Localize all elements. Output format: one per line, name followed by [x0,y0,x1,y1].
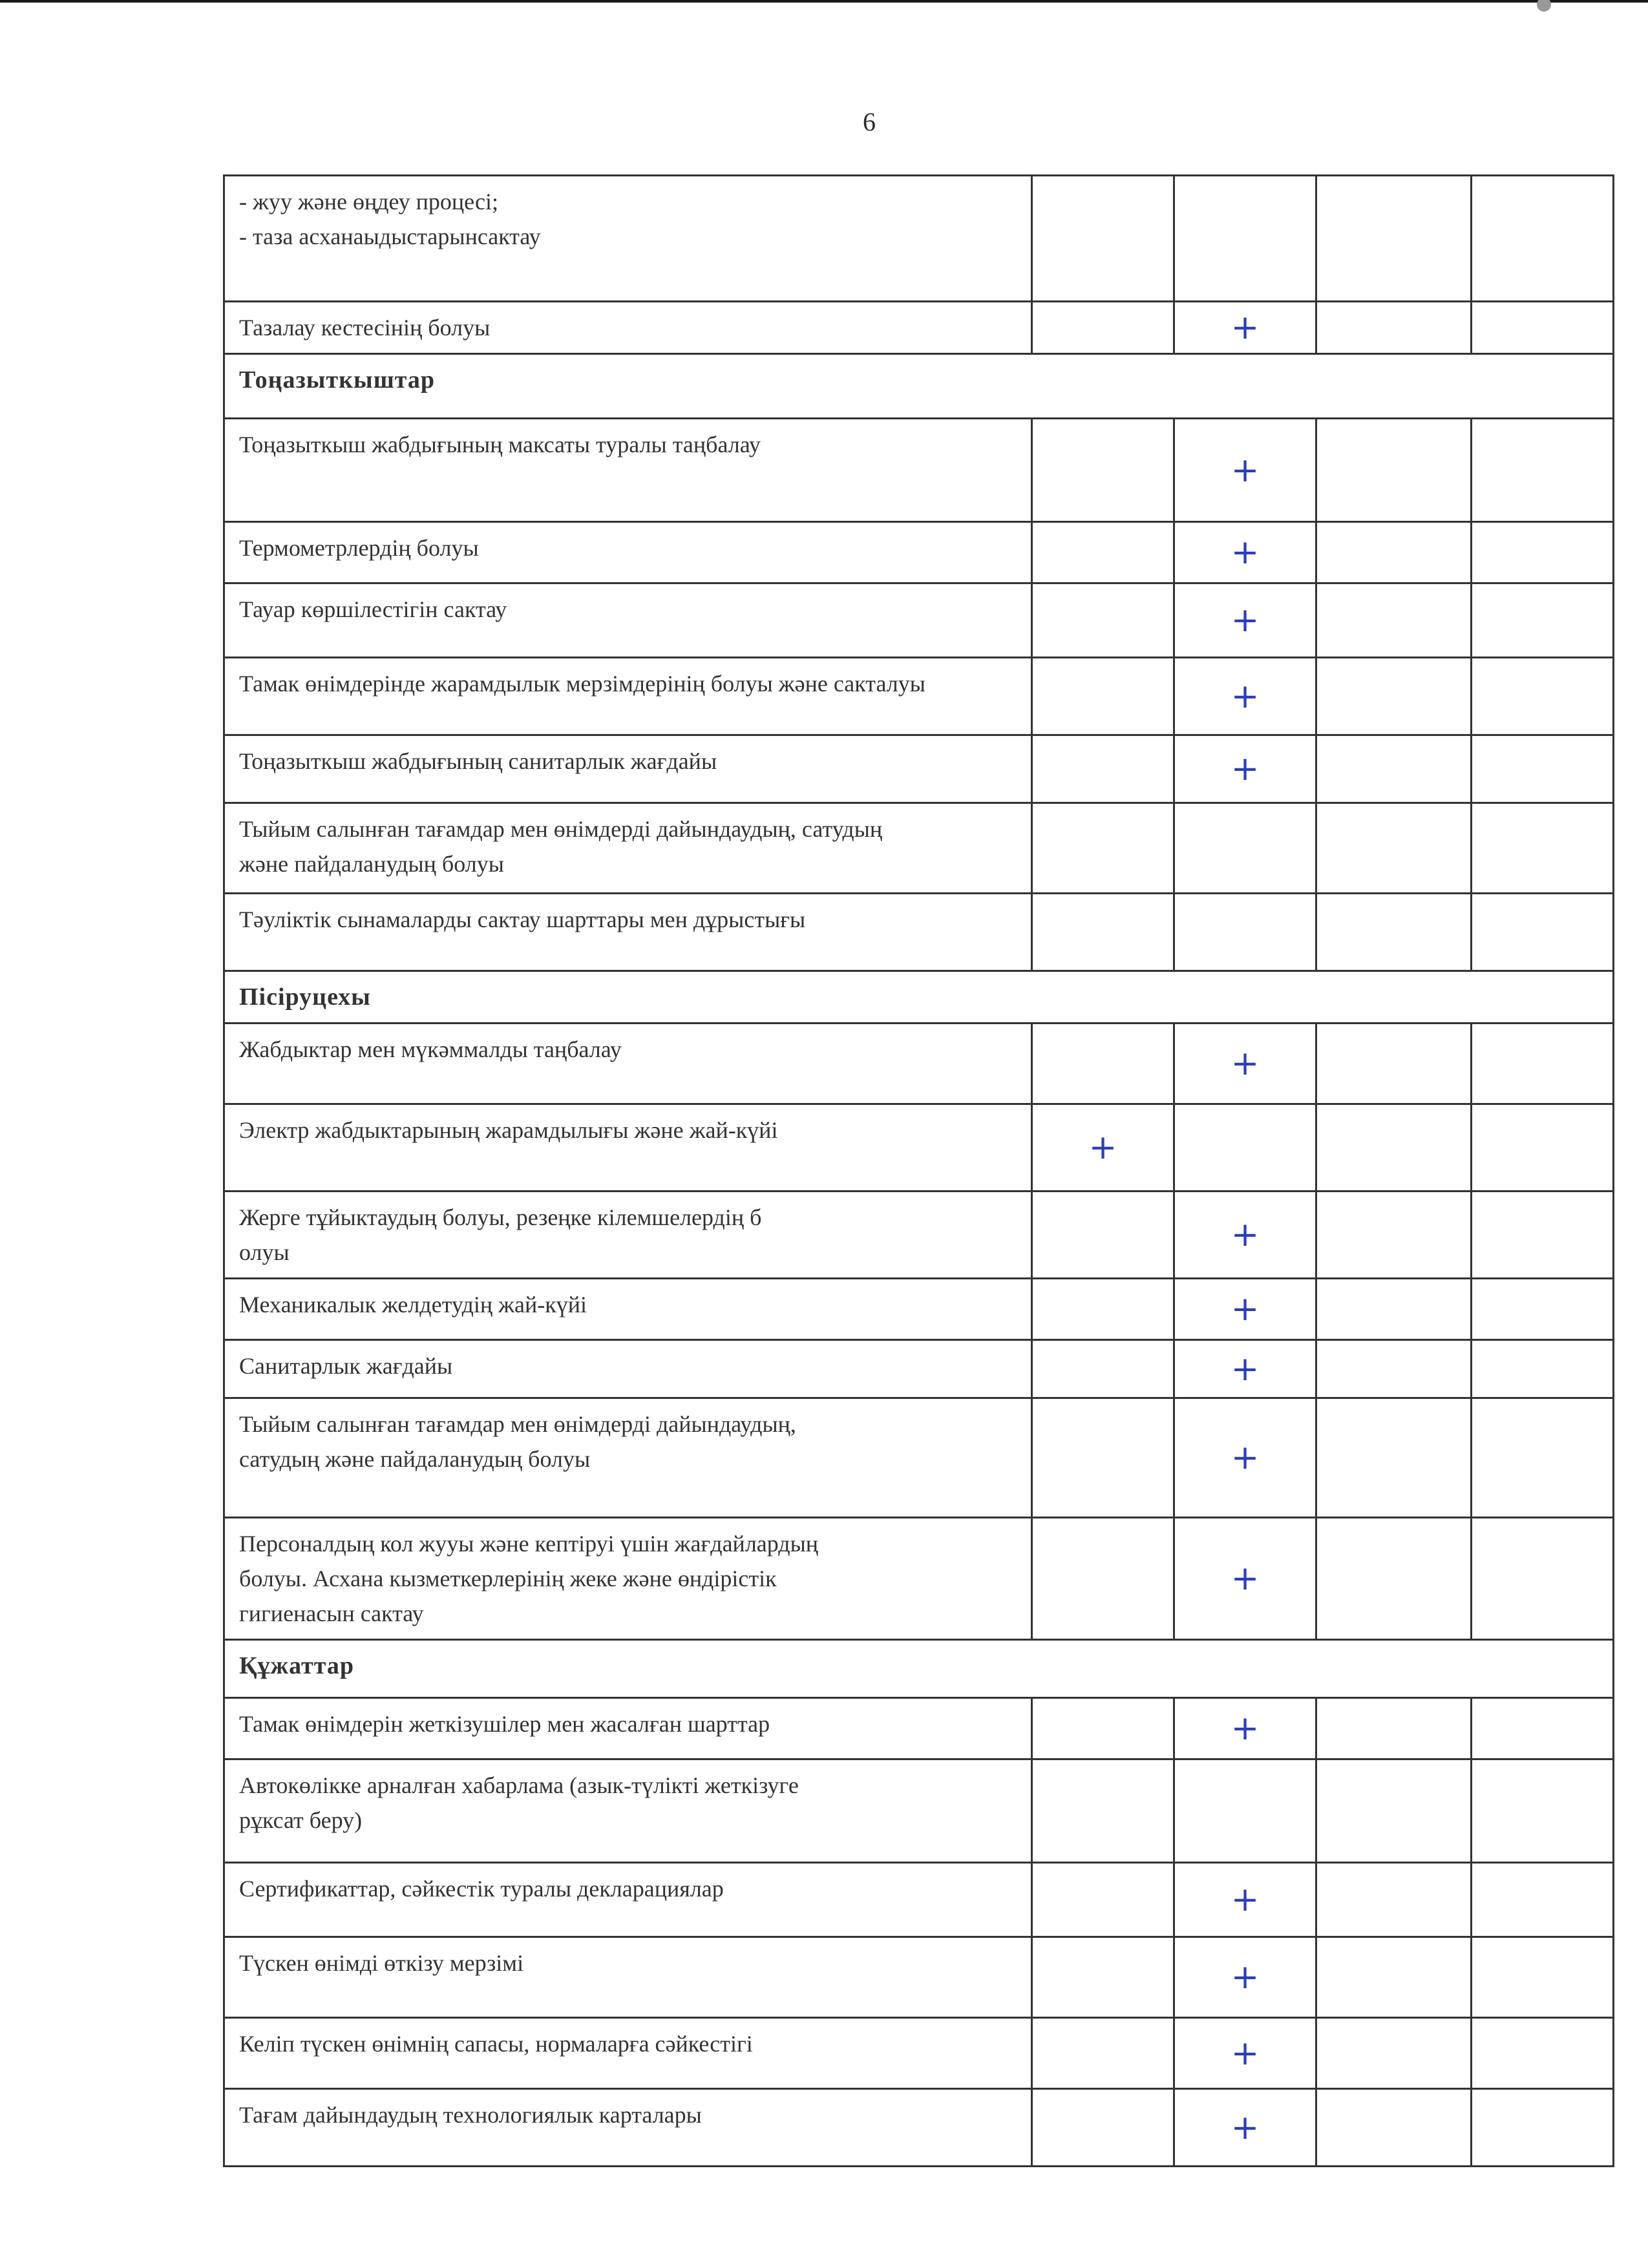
handwritten-check-mark: + [1231,1880,1260,1919]
criterion-text-line: Санитарлык жағдайы [239,1353,453,1379]
mark-cell [1316,583,1472,658]
criterion-cell [224,735,1032,803]
mark-cell [1174,176,1316,302]
mark-cell [1032,1863,1174,1937]
mark-cell [1174,1863,1316,1937]
criterion-text-line: Келіп түскен өнімнің сапасы, нормаларға сәйкестігі [239,2031,753,2057]
handwritten-check-mark: + [1231,1438,1260,1477]
mark-cell [1316,1192,1472,1279]
mark-cell [1316,894,1472,971]
mark-cell [1316,1340,1472,1398]
mark-cell [1472,658,1614,735]
mark-cell [1316,803,1472,894]
mark-cell [1174,894,1316,971]
mark-cell [1316,1024,1472,1104]
mark-cell [1472,1863,1614,1937]
criterion-text-line: гигиенасын сактау [239,1601,424,1626]
criterion-text-line: Тамак өнімдерін жеткізушілер мен жасалған шарттар [239,1711,770,1737]
mark-cell [1472,522,1614,583]
handwritten-check-mark: + [1231,601,1260,640]
mark-cell [1032,1518,1174,1640]
handwritten-check-mark: + [1231,1349,1260,1389]
mark-cell [1472,1279,1614,1340]
criterion-cell [224,803,1032,894]
mark-cell [1472,1759,1614,1863]
mark-cell [1032,803,1174,894]
criterion-text-line: Тыйым салынған тағамдар мен өнімдерді дайындаудың, [239,1411,796,1437]
mark-cell [1472,1192,1614,1279]
criterion-text-line: сатудың және пайдаланудың болуы [239,1446,591,1472]
handwritten-check-mark: + [1231,1559,1260,1598]
criterion-text-line: Жерге тұйыктаудың болуы, резеңке кілемшелердің б [239,1204,762,1230]
criterion-text-line: - жуу және өңдеу процесі; [239,189,499,215]
handwritten-check-mark: + [1231,750,1260,788]
criterion-text-line: және пайдаланудың болуы [239,851,504,877]
mark-cell [1316,176,1472,302]
mark-cell [1174,1398,1316,1518]
mark-cell [1316,522,1472,583]
mark-cell [1174,2018,1316,2089]
table-row [224,658,1614,735]
mark-cell [1316,658,1472,735]
table-row [224,1863,1614,1937]
mark-cell [1174,735,1316,803]
mark-cell [1174,803,1316,894]
criterion-cell [224,1279,1032,1340]
mark-cell [1472,735,1614,803]
mark-cell [1032,735,1174,803]
mark-cell [1032,1698,1174,1759]
section-row [224,1640,1614,1698]
handwritten-check-mark: + [1231,2108,1260,2147]
mark-cell [1472,1024,1614,1104]
mark-cell [1174,1104,1316,1192]
criterion-text-line: Тәуліктік сынамаларды сактау шарттары мен дұрыстығы [239,907,806,932]
handwritten-check-mark: + [1088,1128,1117,1167]
mark-cell [1174,1024,1316,1104]
table-row [224,735,1614,803]
criterion-cell [224,1398,1032,1518]
mark-cell [1472,1698,1614,1759]
criterion-text-line: Электр жабдыктарының жарамдылығы және жай-күйі [239,1117,778,1143]
mark-cell [1032,176,1174,302]
criterion-text-line: Тоңазыткыш жабдығының санитарлык жағдайы [239,748,717,774]
mark-cell [1472,1340,1614,1398]
mark-cell [1032,522,1174,583]
mark-cell [1472,1518,1614,1640]
criterion-cell [224,1024,1032,1104]
mark-cell [1472,2089,1614,2167]
mark-cell [1032,1759,1174,1863]
table-row [224,1937,1614,2018]
criterion-text-line: Сертификаттар, сәйкестік туралы декларациялар [239,1876,724,1902]
mark-cell [1032,583,1174,658]
criterion-cell [224,658,1032,735]
mark-cell [1032,2089,1174,2167]
mark-cell [1316,1759,1472,1863]
criterion-cell [224,894,1032,971]
table-row [224,1398,1614,1518]
criterion-text-line: болуы. Асхана кызметкерлерінің жеке және өндірістік [239,1566,777,1591]
mark-cell [1316,1518,1472,1640]
mark-cell [1472,2018,1614,2089]
mark-cell [1032,1024,1174,1104]
mark-cell [1032,1104,1174,1192]
handwritten-check-mark: + [1231,1958,1260,1997]
criterion-text-line: Тазалау кестесінің болуы [239,315,491,341]
criterion-cell [224,583,1032,658]
handwritten-check-mark: + [1231,2033,1260,2073]
table-row [224,2018,1614,2089]
criterion-cell [224,302,1032,354]
criterion-text-line: Тамак өнімдерінде жарамдылык мерзімдерінің болуы және сакталуы [239,671,925,697]
mark-cell [1032,2018,1174,2089]
criterion-cell [224,1937,1032,2018]
criterion-text-line: Механикалык желдетудің жай-күйі [239,1292,587,1318]
criterion-text-line: Термометрлердің болуы [239,535,479,561]
mark-cell [1472,1398,1614,1518]
section-row [224,354,1614,419]
mark-cell [1032,1398,1174,1518]
criterion-cell [224,1340,1032,1398]
mark-cell [1472,419,1614,522]
mark-cell [1174,522,1316,583]
mark-cell [1032,419,1174,522]
mark-cell [1472,1104,1614,1192]
table-row [224,1024,1614,1104]
mark-cell [1032,658,1174,735]
criterion-cell [224,419,1032,522]
mark-cell [1174,2089,1316,2167]
criterion-text-line: олуы [239,1239,290,1265]
criterion-text-line: - таза асханаыдыстарынсактау [239,224,541,249]
table-row [224,176,1614,302]
checklist-body [224,176,1614,2167]
table-row [224,522,1614,583]
table-row [224,1192,1614,1279]
table-row [224,1698,1614,1759]
mark-cell [1174,583,1316,658]
mark-cell [1316,735,1472,803]
table-row [224,2089,1614,2167]
table-row [224,1518,1614,1640]
mark-cell [1032,1937,1174,2018]
criterion-text-line: Жабдыктар мен мүкәммалды таңбалау [239,1036,622,1062]
checklist-table [223,174,1614,2167]
criterion-text-line: Тауар көршілестігін сактау [239,596,507,622]
mark-cell [1316,2018,1472,2089]
criterion-text-line: Тыйым салынған тағамдар мен өнімдерді дайындаудың, сатудың [239,816,883,842]
mark-cell [1032,1192,1174,1279]
handwritten-check-mark: + [1231,1215,1260,1254]
table-row [224,1279,1614,1340]
criterion-cell [224,522,1032,583]
mark-cell [1174,1759,1316,1863]
mark-cell [1316,1279,1472,1340]
section-row [224,971,1614,1024]
table-row [224,1759,1614,1863]
criterion-cell [224,2018,1032,2089]
table-row [224,1340,1614,1398]
mark-cell [1472,583,1614,658]
mark-cell [1316,302,1472,354]
criterion-text-line: Персоналдың кол жууы және кептіруі үшін жағдайлардың [239,1531,819,1557]
mark-cell [1316,1104,1472,1192]
mark-cell [1032,1279,1174,1340]
mark-cell [1174,1279,1316,1340]
mark-cell [1472,302,1614,354]
criterion-cell [224,1698,1032,1759]
mark-cell [1472,1937,1614,2018]
mark-cell [1316,419,1472,522]
mark-cell [1032,894,1174,971]
handwritten-check-mark: + [1231,1044,1260,1083]
scan-speck [1537,0,1551,12]
scan-top-edge [0,0,1648,3]
handwritten-check-mark: + [1231,677,1260,716]
page-number: 6 [863,107,876,136]
criterion-cell [224,1863,1032,1937]
mark-cell [1316,1937,1472,2018]
criterion-cell [224,1759,1032,1863]
mark-cell [1032,1340,1174,1398]
section-title: Тоңазыткыштар [224,354,1614,419]
mark-cell [1174,1518,1316,1640]
mark-cell [1472,894,1614,971]
table-row [224,803,1614,894]
mark-cell [1174,658,1316,735]
mark-cell [1316,1698,1472,1759]
section-title: Құжаттар [224,1640,1614,1698]
criterion-text-line: Түскен өнімді өткізу мерзімі [239,1950,524,1976]
criterion-cell [224,176,1032,302]
table-row [224,894,1614,971]
criterion-cell [224,1192,1032,1279]
handwritten-check-mark: + [1231,1709,1260,1748]
criterion-cell [224,1518,1032,1640]
mark-cell [1316,1863,1472,1937]
handwritten-check-mark: + [1231,308,1260,347]
criterion-text-line: рұксат беру) [239,1807,363,1833]
mark-cell [1316,2089,1472,2167]
mark-cell [1174,1192,1316,1279]
criterion-text-line: Тоңазыткыш жабдығының максаты туралы таңбалау [239,432,761,457]
mark-cell [1174,419,1316,522]
table-row [224,302,1614,354]
mark-cell [1174,1937,1316,2018]
table-row [224,583,1614,658]
handwritten-check-mark: + [1231,1290,1260,1328]
mark-cell [1032,302,1174,354]
criterion-text-line: Автокөлікке арналған хабарлама (азык-түлікті жеткізуге [239,1772,799,1798]
mark-cell [1174,302,1316,354]
mark-cell [1174,1340,1316,1398]
mark-cell [1174,1698,1316,1759]
criterion-cell [224,1104,1032,1192]
handwritten-check-mark: + [1231,450,1260,490]
section-title: Пісіруцехы [224,971,1614,1024]
criterion-cell [224,2089,1032,2167]
mark-cell [1316,1398,1472,1518]
table-row [224,1104,1614,1192]
criterion-text-line: Тағам дайындаудың технологиялык карталары [239,2102,702,2128]
mark-cell [1472,176,1614,302]
table-row [224,419,1614,522]
mark-cell [1472,803,1614,894]
handwritten-check-mark: + [1231,533,1260,572]
